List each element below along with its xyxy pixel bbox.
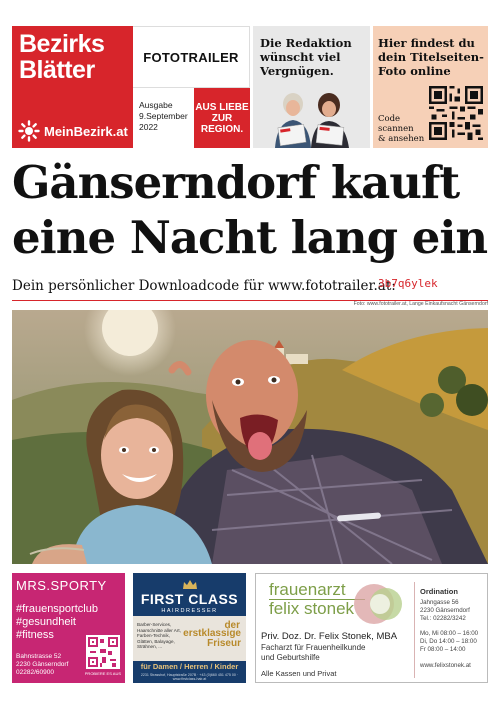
stonek-hours-3: Fr 08:00 – 14:00 <box>420 646 466 653</box>
mrs-sporty-address <box>16 653 68 677</box>
titelseite-text <box>378 36 484 78</box>
stonek-tel: Tel.: 02282/3242 <box>420 615 466 622</box>
mrs-sporty-tag-1: #frauensportclub <box>16 603 98 615</box>
stonek-spec-1: Facharzt für Frauenheilkunde <box>261 643 366 652</box>
region-badge <box>194 88 250 148</box>
first-class-slogan-1: erstklassige <box>183 628 241 639</box>
stonek-brand-1: frauenarzt <box>269 580 346 599</box>
section-label: FOTOTRAILER <box>143 49 239 65</box>
redaktion-box <box>253 26 370 148</box>
stonek-brand-2: felix stonek <box>269 599 355 618</box>
stonek-ordination-title: Ordination <box>420 587 458 596</box>
sun-icon <box>18 120 40 142</box>
region-badge-line-1: AUS LIEBE <box>195 101 249 113</box>
stonek-spec-2: und Geburtshilfe <box>261 653 320 662</box>
mrs-sporty-brand: MRS.SPORTY <box>16 578 107 593</box>
stonek-hours-2: Di, Do 14:00 – 18:00 <box>420 638 477 645</box>
qr-instr-3: & ansehen <box>378 134 425 144</box>
titelseite-line-3: Foto online <box>378 64 451 78</box>
qr-instr-2: scannen <box>378 124 414 134</box>
redaktion-line-3: Vergnügen. <box>260 64 334 78</box>
mrs-sporty-street: Bahnstrasse 52 <box>16 653 62 660</box>
first-class-der: der <box>224 620 240 631</box>
mrs-sporty-tag-2: #gesundheit <box>16 616 76 628</box>
meinbezirk-text: MeinBezirk.at <box>44 123 128 139</box>
mrs-sporty-qr-caption: PROBIERE ES AUS <box>84 671 121 676</box>
stonek-website[interactable]: www.felixstonek.at <box>420 662 471 669</box>
first-class-footer: 2231 Strasshof, Hauptstraße 207B · +43 (0)660 451 475 00 · www.firstclass-hair.at <box>140 673 239 681</box>
first-class-slogan <box>183 629 241 649</box>
stonek-divider <box>414 582 415 678</box>
section-label-box <box>133 26 250 88</box>
editors-photo <box>267 90 357 148</box>
first-class-brand: FIRST CLASS <box>140 591 239 607</box>
qr-instr-1: Code <box>378 114 401 124</box>
stonek-doctor: Priv. Doz. Dr. Felix Stonek, MBA <box>261 631 398 642</box>
mrs-sporty-city: 2230 Gänserndorf <box>16 661 69 668</box>
redaktion-line-1: Die Redaktion <box>260 36 352 50</box>
meinbezirk-brand <box>18 120 128 142</box>
qr-instructions <box>378 114 424 144</box>
stonek-city: 2230 Gänserndorf <box>420 607 470 614</box>
stonek-logo-icon <box>352 582 410 626</box>
first-class-services: Barber-Services, Haarschnitte aller Art, Farben-Technik, Glätten, Balayage, Strähnen, ... <box>137 622 181 649</box>
region-badge-line-3: REGION. <box>200 123 244 135</box>
crown-icon <box>182 579 198 590</box>
issue-date: 9.September <box>139 111 188 121</box>
redaktion-line-2: wünscht viel <box>260 50 341 64</box>
mrs-sporty-qr-code[interactable] <box>86 635 120 669</box>
photo-credit: Foto: www.fototrailer.at, Lange Einkaufsnacht Gänserndorf <box>353 301 488 307</box>
titelseite-qr-code[interactable] <box>429 86 483 140</box>
titelseite-line-2: dein Titelseiten- <box>378 50 484 64</box>
logo-line-2: Blätter <box>19 56 95 84</box>
titelseite-line-1: Hier findest du <box>378 36 475 50</box>
first-class-slogan-2: Friseur <box>207 638 241 649</box>
issue-year: 2022 <box>139 122 158 132</box>
download-code[interactable]: 3b7q6ylek <box>378 277 438 290</box>
stonek-hours-1: Mo, Mi 08:00 – 16:00 <box>420 630 479 637</box>
issue-info <box>139 100 188 133</box>
mrs-sporty-tag-3: #fitness <box>16 629 54 641</box>
stonek-specialty <box>261 643 366 663</box>
stonek-address <box>420 599 470 623</box>
headline <box>12 155 488 265</box>
redaktion-text <box>260 36 352 78</box>
logo-line-1: Bezirks <box>19 30 105 58</box>
stonek-ad[interactable] <box>255 573 488 683</box>
headline-line-1: Gänserndorf kauft <box>12 156 460 209</box>
headline-line-2: eine Nacht lang ein <box>12 211 488 264</box>
bezirksblaetter-logo[interactable] <box>12 26 133 148</box>
region-badge-line-2: ZUR <box>211 112 233 124</box>
download-text: Dein persönlicher Downloadcode für www.fototrailer.at: <box>12 278 396 294</box>
stonek-kassen: Alle Kassen und Privat <box>261 669 337 678</box>
first-class-audience: für Damen / Herren / Kinder <box>133 661 246 672</box>
titelseite-box <box>373 26 488 148</box>
stonek-hours <box>420 630 478 654</box>
masthead <box>12 26 488 148</box>
stonek-street: Jahngasse 56 <box>420 599 459 606</box>
first-class-ad[interactable] <box>133 573 246 683</box>
first-class-sub: HAIRDRESSER <box>161 608 218 614</box>
mrs-sporty-phone: 02282/60900 <box>16 669 54 676</box>
cover-photo <box>12 310 488 564</box>
issue-label: Ausgabe <box>139 100 173 110</box>
mrs-sporty-ad[interactable] <box>12 573 125 683</box>
